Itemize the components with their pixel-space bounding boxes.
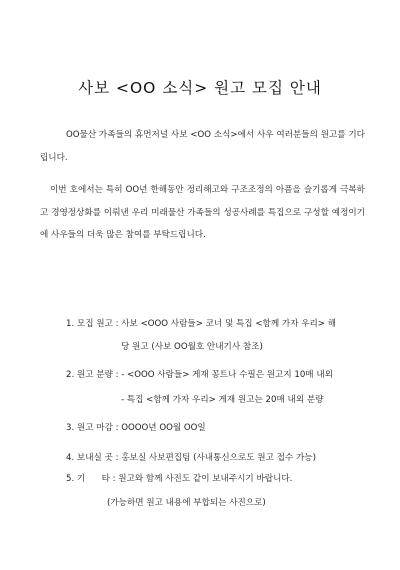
item-2-line-2: - 특집 <함께 가자 우리> 게재 원고는 20매 내외 분량: [121, 395, 324, 405]
item-1-line-1: 1. 모집 원고 : 사보 <OOO 사람들> 코너 및 특집 <함께 가자 우리> 해: [66, 319, 337, 329]
page-title: 사보 <OO 소식> 원고 모집 안내: [78, 79, 322, 97]
item-2-line-1: 2. 원고 분량 : - <OOO 사람들> 게재 꽁트나 수필은 원고지 10매 내외: [66, 370, 333, 380]
item-5-line-2: (가능하면 원고 내용에 부합되는 사진으로): [107, 498, 266, 508]
item-4-line-1: 4. 보내실 곳 : 홍보실 사보편집팀 (사내통신으로도 원고 접수 가능): [66, 453, 316, 463]
intro-paragraph-2: 이번 호에서는 특히 OO년 한해동안 정리해고와 구조조정의 아픔을 슬기롭게 극복하고 경영정상화를 이뤄낸 우리 미래물산 가족들의 성공사례를 특집으로 구성할 예정이기에 사우들의 더욱 많은 참여를 부탁드립니다.: [40, 185, 365, 240]
item-5-line-1: 5. 기 타 : 원고와 함께 사진도 같이 보내주시기 바랍니다.: [66, 474, 293, 484]
intro-paragraph-1: OO물산 가족들의 휴먼저널 사보 <OO 소식>에서 사우 여러분들의 원고를 기다립니다.: [40, 130, 365, 163]
item-3-line-1: 3. 원고 마감 : OOOO년 OO월 OO일: [66, 423, 206, 433]
item-1-line-2: 당 원고 (사보 OO월호 안내기사 참조): [121, 342, 263, 352]
